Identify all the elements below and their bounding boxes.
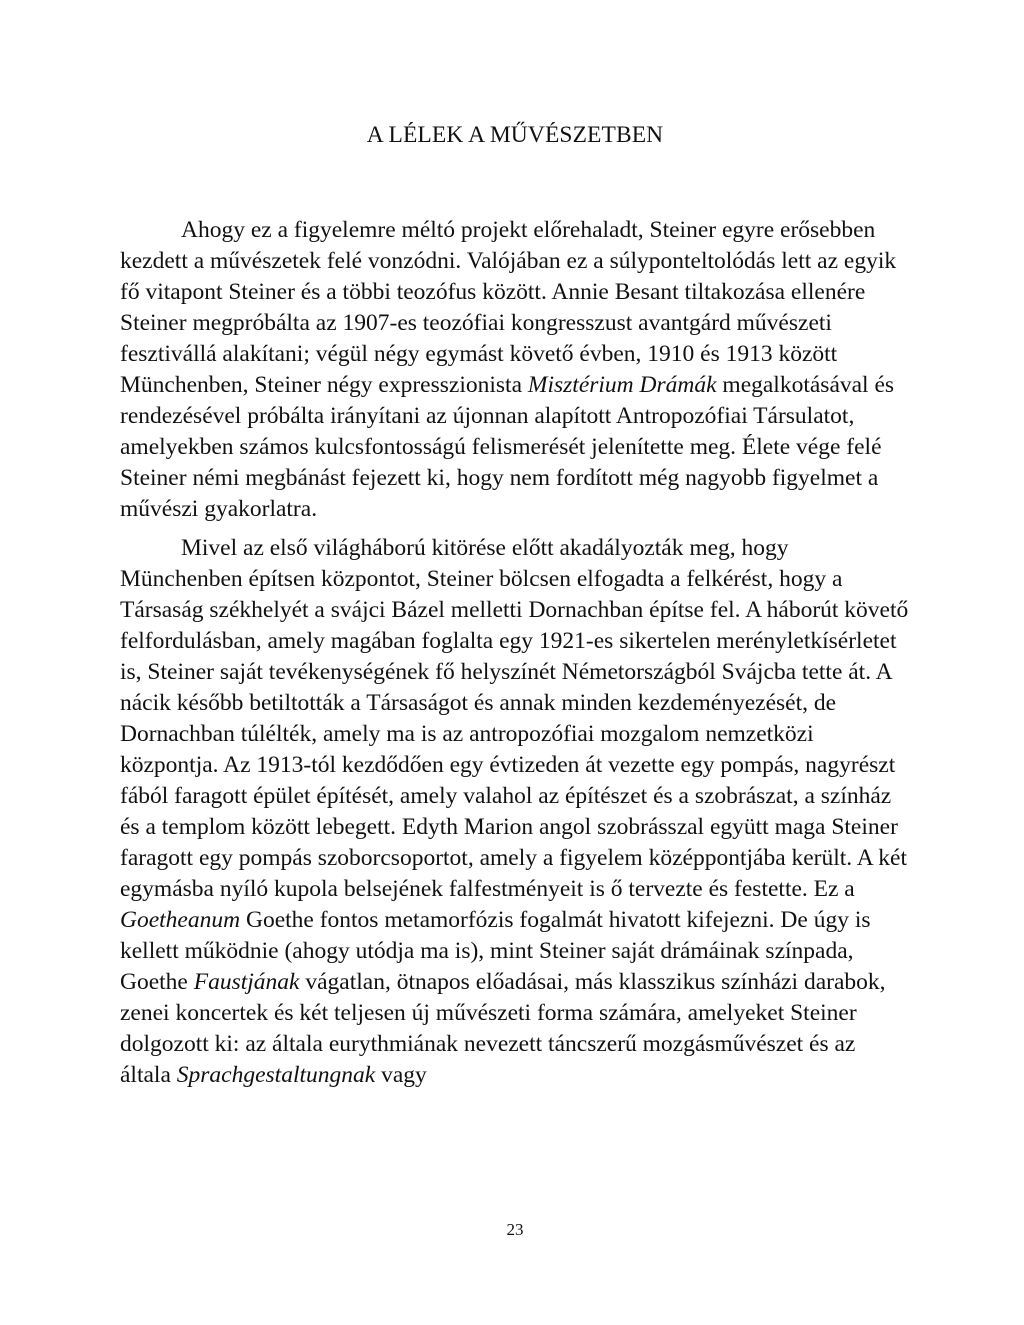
- page-number: 23: [506, 1220, 524, 1239]
- italic-title-misztérium-dramak: Misztérium Drámák: [527, 372, 717, 398]
- italic-sprachgestaltungnak: Sprachgestaltungnak: [176, 1062, 376, 1088]
- text-run: Goethe fontos metamorfózis fogalmát hivatott kifejezni. De úgy is kellett működnie (ahogy utódja ma is), mint Steiner saját drámáinak színpada, Goethe: [120, 907, 871, 995]
- italic-faustjanak: Faustjának: [193, 969, 300, 995]
- chapter-title: A LÉLEK A MŰVÉSZETBEN: [366, 122, 664, 148]
- document-page: [120, 0, 910, 1325]
- text-run: megalkotásával és rendezésével próbálta irányítani az újonnan alapított Antropozófiai Társulatot, amelyekben számos kulcsfontosságú felismerését jelenítette meg. Élete vége felé Steiner némi megbánást fejezett ki, hogy nem fordított még nagyobb figyelmet a művészi gyakorlatra.: [120, 372, 895, 522]
- paragraph-2: [120, 533, 910, 1091]
- text-run: Ahogy ez a figyelemre méltó projekt előrehaladt, Steiner egyre erősebben kezdett a művészetek felé vonzódni. Valójában ez a súlyponteltolódás lett az egyik fő vitapont Steiner és a többi teozófus között. Annie Besant tiltakozása ellenére Steiner megpróbálta az 1907-es teozófiai kongresszust avantgárd művészeti fesztivállá alakítani; végül négy egymást követő évben, 1910 és 1913 között Münchenben, Steiner négy expresszionista: [120, 217, 897, 398]
- body-text: [120, 215, 910, 1099]
- text-run: Mivel az első világháború kitörése előtt akadályozták meg, hogy Münchenben építsen központot, Steiner bölcsen elfogadta a felkérést, hogy a Társaság székhelyét a svájci Bázel melletti Dornachban építse fel. A háborút követő felfordulásban, amely magában foglalta egy 1921-es sikertelen merényletkísérletet is, Steiner saját tevékenységének fő helyszínét Németországból Svájcba tette át. A nácik később betiltották a Társaságot és annak minden kezdeményezését, de Dornachban túlélték, amely ma is az antropozófiai mozgalom nemzetközi központja. Az 1913-tól kezdődően egy évtizeden át vezette egy pompás, nagyrészt fából faragott épület építését, amely valahol az építészet és a szobrászat, a színház és a templom között lebegett. Edyth Marion angol szobrásszal együtt maga Steiner faragott egy pompás szoborcsoportot, amely a figyelem középpontjába került. A két egymásba nyíló kupola belsejének falfestményeit is ő tervezte és festette. Ez a: [120, 535, 909, 902]
- text-run: vágatlan, ötnapos előadásai, más klasszikus színházi darabok, zenei koncertek és két teljesen új művészeti forma számára, amelyeket Steiner dolgozott ki: az általa eurythmiának nevezett táncszerű mozgásművészet és az általa: [120, 969, 886, 1088]
- paragraph-1: [120, 215, 910, 525]
- italic-goetheanum: Goetheanum: [120, 907, 241, 933]
- text-run: vagy: [375, 1062, 427, 1088]
